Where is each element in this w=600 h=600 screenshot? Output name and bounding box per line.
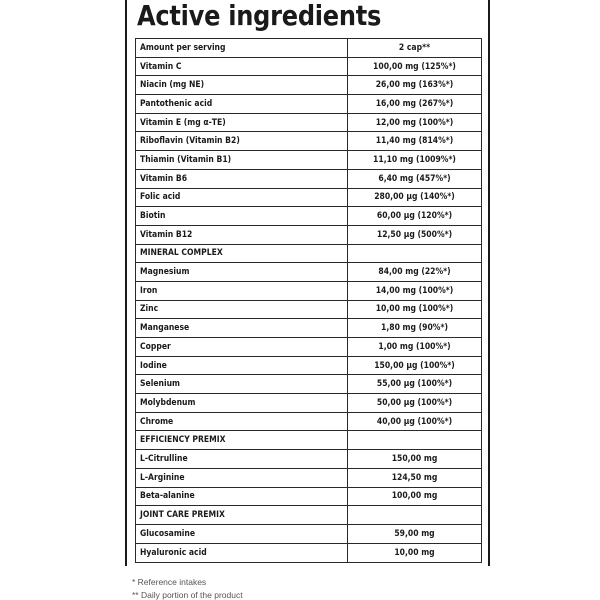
table-row xyxy=(136,263,481,282)
ingredient-amount: 100,00 mg xyxy=(391,491,438,502)
ingredient-amount: 10,00 mg xyxy=(394,547,435,558)
ingredient-amount: 1,00 mg (100%*) xyxy=(378,341,451,352)
footnote-reference: * Reference intakes xyxy=(132,577,207,587)
ingredient-name: EFFICIENCY PREMIX xyxy=(136,431,348,449)
ingredient-name: Vitamin B6 xyxy=(136,170,348,188)
ingredient-amount xyxy=(348,506,481,524)
ingredient-name: Vitamin E (mg α-TE) xyxy=(136,114,348,132)
ingredient-name: MINERAL COMPLEX xyxy=(136,245,348,263)
ingredient-amount: 12,50 µg (500%*) xyxy=(376,229,453,240)
table-row xyxy=(136,413,481,432)
ingredient-amount: 124,50 mg xyxy=(391,472,438,483)
ingredient-name: Vitamin C xyxy=(136,58,348,76)
ingredient-amount: 6,40 mg (457%*) xyxy=(378,173,451,184)
table-row xyxy=(136,431,481,450)
ingredient-amount: 40,00 µg (100%*) xyxy=(376,416,453,427)
ingredient-name: Zinc xyxy=(136,301,348,319)
table-row xyxy=(136,357,481,376)
table-row xyxy=(136,189,481,208)
ingredient-name: Chrome xyxy=(136,413,348,431)
table-row xyxy=(136,151,481,170)
ingredients-table xyxy=(135,38,482,563)
table-row xyxy=(136,114,481,133)
table-row xyxy=(136,301,481,320)
table-row xyxy=(136,525,481,544)
table-row xyxy=(136,282,481,301)
ingredient-amount: 59,00 mg xyxy=(394,528,435,539)
ingredients-panel xyxy=(125,0,490,566)
ingredient-name: Magnesium xyxy=(136,263,348,281)
ingredient-amount: 150,00 µg (100%*) xyxy=(374,360,455,371)
table-row xyxy=(136,132,481,151)
table-row xyxy=(136,488,481,507)
ingredient-amount: 16,00 mg (267%*) xyxy=(375,98,454,109)
ingredient-name: Iodine xyxy=(136,357,348,375)
ingredient-name: L-Arginine xyxy=(136,469,348,487)
ingredient-name: L-Citrulline xyxy=(136,450,348,468)
ingredient-name: Iron xyxy=(136,282,348,300)
ingredient-amount: 11,10 mg (1009%*) xyxy=(373,154,456,165)
ingredient-amount: 84,00 mg (22%*) xyxy=(378,267,451,278)
ingredient-name: Manganese xyxy=(136,319,348,337)
table-row xyxy=(136,226,481,245)
ingredient-amount: 60,00 µg (120%*) xyxy=(376,211,453,222)
ingredient-amount: 280,00 µg (140%*) xyxy=(374,192,455,203)
ingredient-name: Riboflavin (Vitamin B2) xyxy=(136,132,348,150)
ingredient-name: Glucosamine xyxy=(136,525,348,543)
ingredient-name: Molybdenum xyxy=(136,394,348,412)
table-row xyxy=(136,95,481,114)
table-row xyxy=(136,394,481,413)
ingredient-amount: 2 cap** xyxy=(398,42,431,53)
footnote-daily-portion: ** Daily portion of the product xyxy=(132,590,243,600)
ingredient-name: Hyaluronic acid xyxy=(136,544,348,563)
ingredient-amount: 10,00 mg (100%*) xyxy=(375,304,454,315)
table-row xyxy=(136,338,481,357)
ingredient-amount: 14,00 mg (100%*) xyxy=(375,285,454,296)
ingredient-amount xyxy=(348,431,481,449)
table-row xyxy=(136,58,481,77)
ingredient-name: Folic acid xyxy=(136,189,348,207)
table-row xyxy=(136,76,481,95)
table-row xyxy=(136,245,481,264)
table-row xyxy=(136,39,481,58)
ingredient-amount: 150,00 mg xyxy=(391,453,438,464)
ingredient-name: Beta-alanine xyxy=(136,488,348,506)
table-row xyxy=(136,469,481,488)
table-row xyxy=(136,207,481,226)
ingredient-amount: 11,40 mg (814%*) xyxy=(375,136,454,147)
ingredient-name: Amount per serving xyxy=(136,39,348,57)
table-row xyxy=(136,544,481,563)
ingredient-name: Copper xyxy=(136,338,348,356)
ingredient-amount: 55,00 µg (100%*) xyxy=(376,379,453,390)
ingredient-name: Selenium xyxy=(136,375,348,393)
ingredient-name: Niacin (mg NE) xyxy=(136,76,348,94)
ingredient-amount: 1,80 mg (90%*) xyxy=(381,323,448,334)
table-row xyxy=(136,375,481,394)
ingredient-amount: 50,00 µg (100%*) xyxy=(376,397,453,408)
ingredient-amount xyxy=(348,245,481,263)
table-row xyxy=(136,170,481,189)
ingredient-name: Vitamin B12 xyxy=(136,226,348,244)
ingredient-amount: 100,00 mg (125%*) xyxy=(373,61,456,72)
ingredient-amount: 26,00 mg (163%*) xyxy=(375,80,454,91)
ingredient-name: Thiamin (Vitamin B1) xyxy=(136,151,348,169)
ingredient-amount: 12,00 mg (100%*) xyxy=(375,117,454,128)
table-row xyxy=(136,319,481,338)
table-row xyxy=(136,450,481,469)
ingredient-name: JOINT CARE PREMIX xyxy=(136,506,348,524)
ingredient-name: Pantothenic acid xyxy=(136,95,348,113)
page-title: Active ingredients xyxy=(137,0,382,32)
ingredient-name: Biotin xyxy=(136,207,348,225)
table-row xyxy=(136,506,481,525)
